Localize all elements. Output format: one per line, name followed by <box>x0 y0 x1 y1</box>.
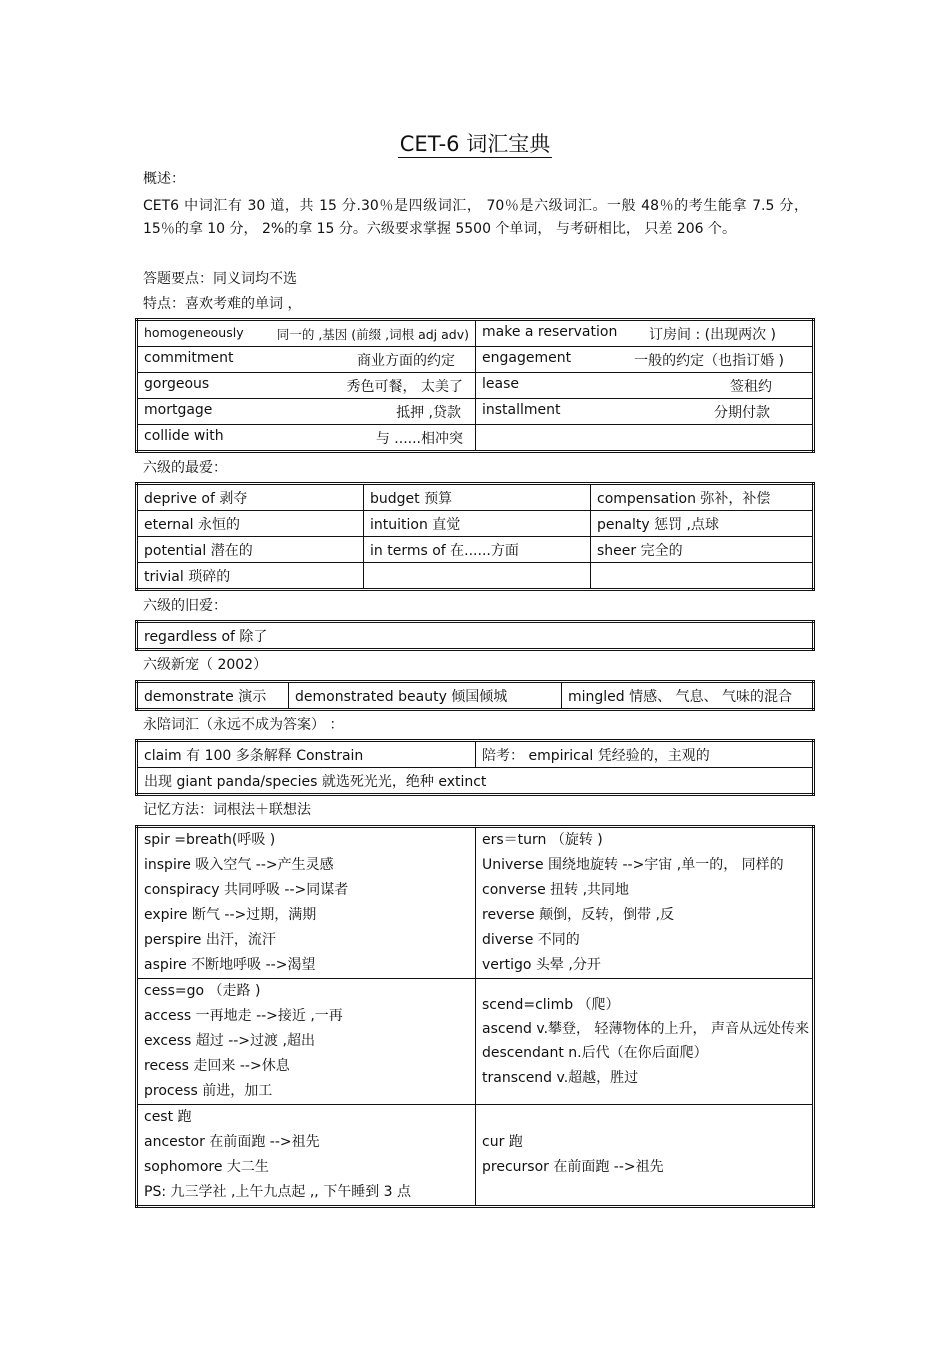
list-item: transcend v.超越，胜过 <box>482 1069 639 1086</box>
table-cell: claim 有 100 多条解释 Constrain <box>137 741 476 768</box>
list-item: cur 跑 <box>482 1134 523 1150</box>
list-item: Universe 围绕地旋转 -->宇宙 ,单一的， 同样的 <box>482 857 784 873</box>
table-cell: gorgeous 秀色可餐， 太美了 <box>137 373 476 399</box>
table-row <box>137 741 814 768</box>
table-cell: compensation 弥补，补偿 <box>591 484 814 511</box>
table-row <box>137 399 814 425</box>
old-love-label: 六级的旧爱： <box>143 598 227 614</box>
table-cell: commitment 商业方面的约定 <box>137 347 476 373</box>
table-row <box>137 979 814 1105</box>
list-item: ers＝turn （旋转 ) <box>482 832 603 848</box>
favorites-label: 六级的最爱： <box>143 460 227 476</box>
list-item: excess 超过 -->过渡 ,超出 <box>144 1033 315 1049</box>
favorites-table <box>135 482 815 591</box>
table-cell: sheer 完全的 <box>591 537 814 563</box>
table-cell: penalty 惩罚 ,点球 <box>591 511 814 537</box>
list-item: aspire 不断地呼吸 -->渴望 <box>144 957 316 973</box>
list-item <box>482 1180 806 1205</box>
table-row <box>137 425 814 452</box>
table-cell: homogeneously 同一的 ,基因 (前缀 ,词根 adj adv) <box>137 320 476 347</box>
list-item: expire 断气 -->过期，满期 <box>144 907 317 923</box>
list-item: inspire 吸入空气 -->产生灵感 <box>144 857 334 873</box>
list-item: precursor 在前面跑 -->祖先 <box>482 1159 664 1175</box>
table-cell: potential 潜在的 <box>137 537 364 563</box>
list-item: sophomore 大二生 <box>144 1159 269 1175</box>
new-pet-label: 六级新宠（ 2002） <box>143 657 268 673</box>
table-cell: collide with 与 ......相冲突 <box>137 425 476 452</box>
table-cell <box>137 979 476 1105</box>
table-row <box>137 682 814 710</box>
table-cell: trivial 琐碎的 <box>137 563 364 590</box>
table-row <box>137 347 814 373</box>
page-title: CET-6 词汇宝典 <box>399 132 551 156</box>
table-cell: deprive of 剥夺 <box>137 484 364 511</box>
table-cell <box>137 827 476 979</box>
hard-words-table <box>135 318 815 453</box>
table-cell: budget 预算 <box>364 484 591 511</box>
list-item: recess 走回来 -->休息 <box>144 1058 290 1074</box>
table-cell: 出现 giant panda/species 就选死光光，绝种 extinct <box>137 768 814 795</box>
table-cell: in terms of 在......方面 <box>364 537 591 563</box>
table-cell <box>137 1105 476 1207</box>
table-cell: installment 分期付款 <box>476 399 814 425</box>
memory-table <box>135 825 815 1208</box>
table-row <box>137 1105 814 1207</box>
table-cell <box>364 563 591 590</box>
tips-line: 答题要点：同义词均不选 <box>143 271 297 287</box>
list-item: cest 跑 <box>144 1109 192 1125</box>
list-item: ancestor 在前面跑 -->祖先 <box>144 1134 320 1150</box>
list-item: access 一再地走 -->接近 ,一再 <box>144 1008 343 1024</box>
table-cell: eternal 永恒的 <box>137 511 364 537</box>
table-row <box>137 373 814 399</box>
overview-paragraph: CET6 中词汇有 30 道，共 15 分.30％是四级词汇， 70％是六级词汇。一般 48％的考生能拿 7.5 分， 15％的拿 10 分， 2%的拿 15 分。六级要求掌握 5500 个单词， 与考研相比， 只差 206 个。 <box>143 198 808 237</box>
table-cell: mortgage 抵押 ,贷款 <box>137 399 476 425</box>
list-item: perspire 出汗，流汗 <box>144 932 276 948</box>
table-cell: engagement 一般的约定（也指订婚 ) <box>476 347 814 373</box>
list-item: cess=go （走路 ) <box>144 983 261 999</box>
list-item <box>482 1105 806 1130</box>
list-item: spir =breath(呼吸 ) <box>144 832 276 848</box>
table-cell: demonstrate 演示 <box>137 682 289 710</box>
list-item: descendant n.后代（在你后面爬） <box>482 1044 708 1061</box>
list-item: ascend v.攀登， 轻薄物体的上升， 声音从远处传来 <box>482 1020 809 1037</box>
table-cell <box>476 827 814 979</box>
list-item: vertigo 头晕 ,分开 <box>482 957 601 973</box>
table-row <box>137 320 814 347</box>
table-row <box>137 563 814 590</box>
table-cell: demonstrated beauty 倾国倾城 <box>289 682 562 710</box>
list-item: reverse 颠倒，反转，倒带 ,反 <box>482 907 674 923</box>
list-item: scend=climb （爬） <box>482 996 620 1013</box>
table-cell: intuition 直觉 <box>364 511 591 537</box>
table-cell: make a reservation 订房间 : (出现两次 ) <box>476 320 814 347</box>
table-cell: regardless of 除了 <box>137 622 814 650</box>
table-row <box>137 484 814 511</box>
table-cell <box>476 425 814 452</box>
memory-label: 记忆方法：词根法＋联想法 <box>143 802 311 818</box>
companion-label: 永陪词汇（永远不成为答案） ： <box>143 717 344 733</box>
feature-line: 特点：喜欢考难的单词 ， <box>143 296 302 312</box>
table-cell <box>476 979 814 1105</box>
table-row <box>137 827 814 979</box>
table-cell: lease 签租约 <box>476 373 814 399</box>
list-item: converse 扭转 ,共同地 <box>482 882 630 898</box>
overview-label: 概述： <box>143 171 185 187</box>
table-row <box>137 622 814 650</box>
table-cell: mingled 情感、 气息、 气味的混合 <box>562 682 814 710</box>
list-item: diverse 不同的 <box>482 932 580 948</box>
list-item: process 前进，加工 <box>144 1083 273 1099</box>
list-item: conspiracy 共同呼吸 -->同谋者 <box>144 882 349 898</box>
table-cell: 陪考： empirical 凭经验的，主观的 <box>476 741 814 768</box>
new-pet-table <box>135 680 815 711</box>
old-love-table <box>135 620 815 651</box>
table-row <box>137 537 814 563</box>
table-row <box>137 768 814 795</box>
table-row <box>137 511 814 537</box>
table-cell <box>476 1105 814 1207</box>
companion-table <box>135 739 815 796</box>
list-item: PS: 九三学社 ,上午九点起 ,, 下午睡到 3 点 <box>144 1184 412 1200</box>
table-cell <box>591 563 814 590</box>
